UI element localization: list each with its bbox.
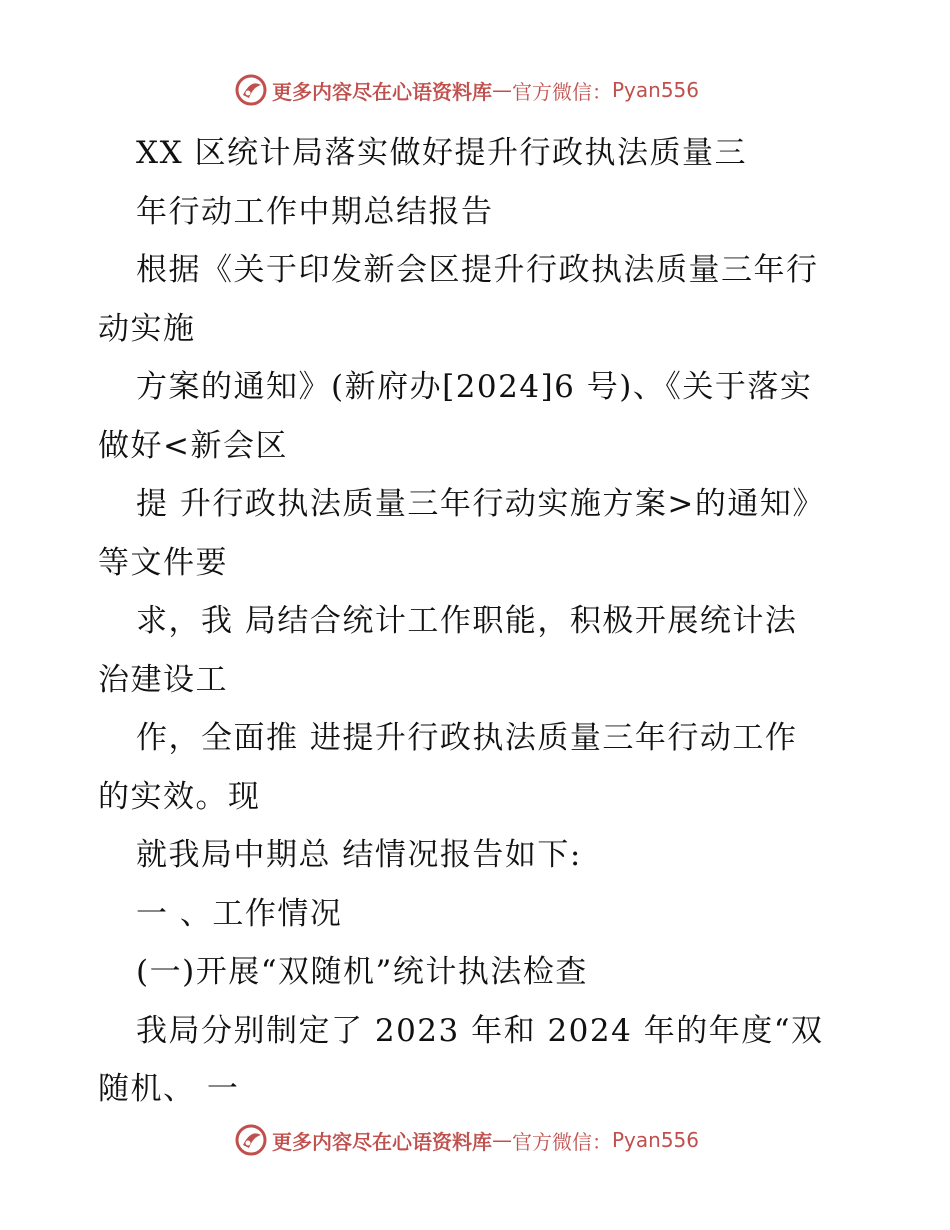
- watermark-wechat-id: Pyan556: [612, 1128, 700, 1152]
- brand-logo-icon: [234, 73, 268, 107]
- body-line: 的实效。现: [98, 778, 261, 815]
- section-heading: 一 、工作情况: [136, 895, 343, 932]
- watermark-wechat-id: Pyan556: [612, 78, 700, 102]
- body-line: 我局分别制定了 2023 年和 2024 年的年度“双: [136, 1012, 824, 1049]
- body-line: 根据《关于印发新会区提升行政执法质量三年行: [136, 252, 819, 288]
- body-line: 作，全面推 进提升行政执法质量三年行动工作: [136, 720, 798, 756]
- body-line: 提 升行政执法质量三年行动实施方案>的通知》: [136, 486, 825, 522]
- body-line: 随机、 一: [98, 1071, 240, 1107]
- document-body: [98, 124, 858, 1119]
- body-line: 做好<新会区: [98, 427, 288, 464]
- watermark-footer: [234, 1122, 699, 1158]
- body-line: 等文件要: [98, 544, 228, 581]
- watermark-brand-text: 更多内容尽在心语资料库: [272, 1129, 492, 1154]
- body-line: 动实施: [98, 310, 196, 347]
- body-line: 就我局中期总 结情况报告如下:: [136, 837, 582, 873]
- body-line: 方案的通知》(新府办[2024]6 号)、《关于落实: [136, 369, 813, 405]
- brand-logo-icon: [234, 1123, 268, 1157]
- title-line-1: XX 区统计局落实做好提升行政执法质量三: [136, 135, 747, 171]
- watermark-wechat-label: 官方微信：: [512, 1129, 612, 1154]
- watermark-separator: —: [492, 1128, 512, 1152]
- watermark-header: [234, 72, 699, 108]
- watermark-brand-text: 更多内容尽在心语资料库: [272, 79, 492, 104]
- body-line: 求，我 局结合统计工作职能，积极开展统计法: [136, 603, 798, 639]
- subsection-heading: (一)开展“双随机”统计执法检查: [136, 954, 588, 990]
- watermark-separator: —: [492, 78, 512, 102]
- body-line: 治建设工: [98, 661, 228, 698]
- watermark-wechat-label: 官方微信：: [512, 79, 612, 104]
- title-line-2: 年行动工作中期总结报告: [136, 193, 494, 230]
